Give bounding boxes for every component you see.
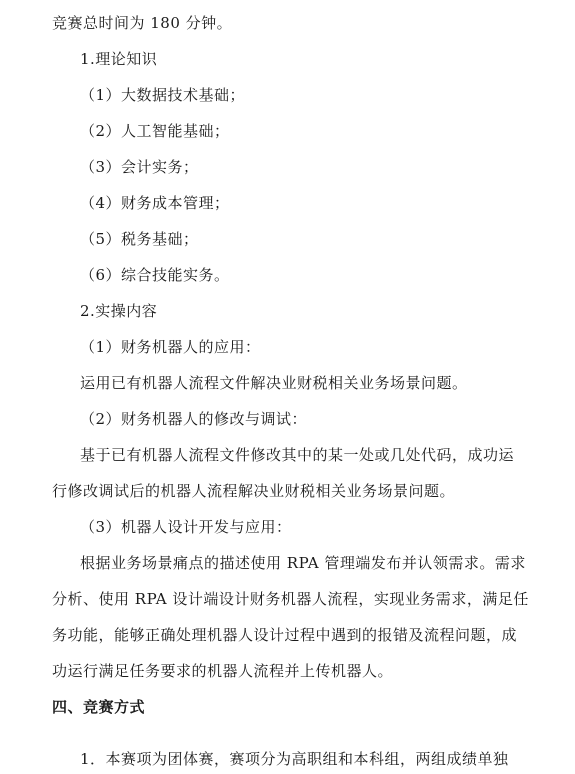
paragraph-format-1: 1．本赛项为团体赛，赛项分为高职组和本科组，两组成绩单独 xyxy=(80,750,509,768)
list-item-theory-4: （4）财务成本管理； xyxy=(80,194,230,212)
paragraph-practice-1: 运用已有机器人流程文件解决业财税相关业务场景问题。 xyxy=(80,374,468,392)
list-item-practice-2: （2）财务机器人的修改与调试： xyxy=(80,410,308,428)
list-item-theory-5: （5）税务基础； xyxy=(80,230,199,248)
list-item-theory-2: （2）人工智能基础； xyxy=(80,122,230,140)
list-item-theory-6: （6）综合技能实务。 xyxy=(80,266,230,284)
section-heading-competition-format: 四、竞赛方式 xyxy=(52,698,146,716)
paragraph-total-time: 竞赛总时间为 180 分钟。 xyxy=(52,14,233,32)
subheading-theory: 1.理论知识 xyxy=(80,50,158,68)
paragraph-practice-3d: 功运行满足任务要求的机器人流程并上传机器人。 xyxy=(52,662,394,680)
paragraph-practice-3a: 根据业务场景痛点的描述使用 RPA 管理端发布并认领需求。需求 xyxy=(80,554,526,572)
subheading-practice: 2.实操内容 xyxy=(80,302,158,320)
list-item-theory-3: （3）会计实务； xyxy=(80,158,199,176)
paragraph-practice-3c: 务功能，能够正确处理机器人设计过程中遇到的报错及流程问题，成 xyxy=(52,626,518,644)
paragraph-practice-2a: 基于已有机器人流程文件修改其中的某一处或几处代码，成功运 xyxy=(80,446,515,464)
list-item-theory-1: （1）大数据技术基础； xyxy=(80,86,246,104)
paragraph-practice-3b: 分析、使用 RPA 设计端设计财务机器人流程，实现业务需求，满足任 xyxy=(52,590,529,608)
list-item-practice-3: （3）机器人设计开发与应用： xyxy=(80,518,292,536)
list-item-practice-1: （1）财务机器人的应用： xyxy=(80,338,261,356)
paragraph-practice-2b: 行修改调试后的机器人流程解决业财税相关业务场景问题。 xyxy=(52,482,456,500)
